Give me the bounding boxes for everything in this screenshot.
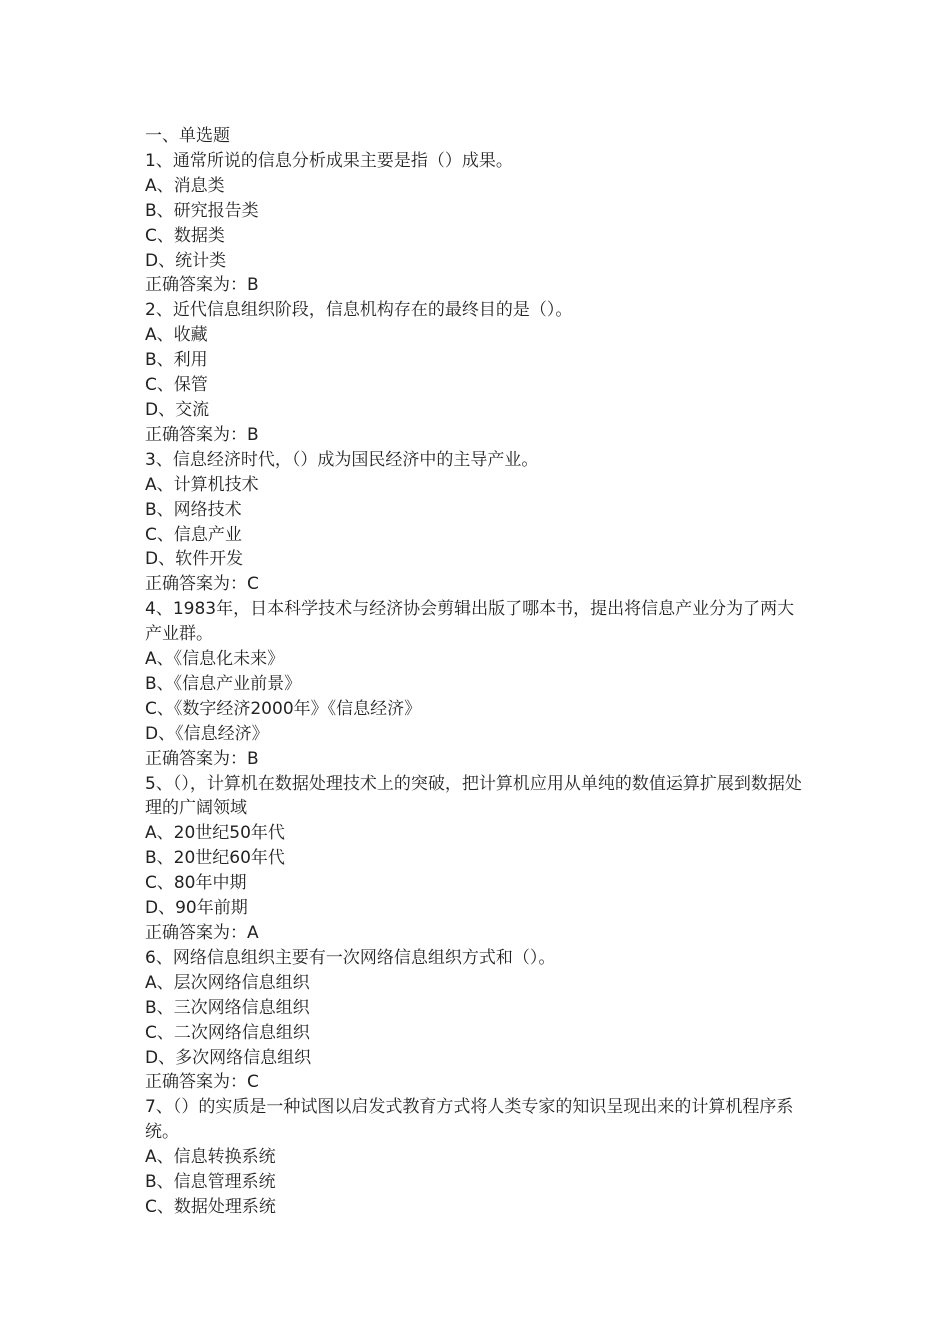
- answer-text: 正确答案为：B: [145, 748, 259, 769]
- question-text: 7、（）的实质是一种试图以启发式教育方式将人类专家的知识呈现出来的计算机程序系统。: [145, 1097, 794, 1143]
- option-c: C、数据类: [145, 225, 225, 246]
- question-block: [145, 946, 810, 1095]
- option-b: B、信息管理系统: [145, 1172, 276, 1193]
- option-c: C、信息产业: [145, 524, 242, 545]
- question-block: [145, 772, 810, 946]
- option-b: B、20世纪60年代: [145, 848, 285, 869]
- option-b: B、《信息产业前景》: [145, 673, 302, 694]
- option-c: C、二次网络信息组织: [145, 1022, 310, 1043]
- option-a: A、收藏: [145, 325, 208, 346]
- option-a: A、计算机技术: [145, 474, 259, 495]
- option-d: D、多次网络信息组织: [145, 1047, 312, 1068]
- question-text: 3、信息经济时代，（）成为国民经济中的主导产业。: [145, 449, 539, 470]
- option-a: A、20世纪50年代: [145, 823, 285, 844]
- question-text: 2、近代信息组织阶段，信息机构存在的最终目的是（）。: [145, 300, 573, 321]
- option-b: B、三次网络信息组织: [145, 997, 310, 1018]
- question-block: [145, 149, 810, 298]
- question-text: 4、1983年，日本科学技术与经济协会剪辑出版了哪本书，提出将信息产业分为了两大产业群。: [145, 599, 795, 645]
- question-text: 5、（），计算机在数据处理技术上的突破，把计算机应用从单纯的数值运算扩展到数据处理的广阔领域: [145, 773, 802, 819]
- question-text: 6、网络信息组织主要有一次网络信息组织方式和（）。: [145, 947, 556, 968]
- option-d: D、交流: [145, 399, 210, 420]
- question-block: [145, 448, 810, 597]
- answer-text: 正确答案为：C: [145, 1072, 259, 1093]
- option-b: B、网络技术: [145, 499, 242, 520]
- option-b: B、利用: [145, 350, 208, 371]
- answer-text: 正确答案为：B: [145, 275, 259, 296]
- question-text: 1、通常所说的信息分析成果主要是指（）成果。: [145, 150, 513, 171]
- option-d: D、《信息经济》: [145, 723, 269, 744]
- option-d: D、软件开发: [145, 549, 244, 570]
- option-b: B、研究报告类: [145, 200, 259, 221]
- question-block: [145, 597, 810, 771]
- option-c: C、数据处理系统: [145, 1196, 276, 1217]
- option-c: C、《数字经济2000年》《信息经济》: [145, 698, 422, 719]
- option-a: A、信息转换系统: [145, 1147, 276, 1168]
- option-a: A、《信息化未来》: [145, 649, 285, 670]
- answer-text: 正确答案为：C: [145, 574, 259, 595]
- section-title: 一、单选题: [145, 126, 230, 146]
- question-block: [145, 298, 810, 447]
- answer-text: 正确答案为：B: [145, 424, 259, 445]
- option-a: A、层次网络信息组织: [145, 972, 310, 993]
- option-c: C、80年中期: [145, 873, 247, 894]
- document-body: [145, 124, 810, 1220]
- question-block: [145, 1095, 810, 1220]
- option-c: C、保管: [145, 375, 208, 396]
- option-a: A、消息类: [145, 175, 225, 196]
- option-d: D、统计类: [145, 250, 227, 271]
- option-d: D、90年前期: [145, 898, 248, 919]
- answer-text: 正确答案为：A: [145, 923, 259, 943]
